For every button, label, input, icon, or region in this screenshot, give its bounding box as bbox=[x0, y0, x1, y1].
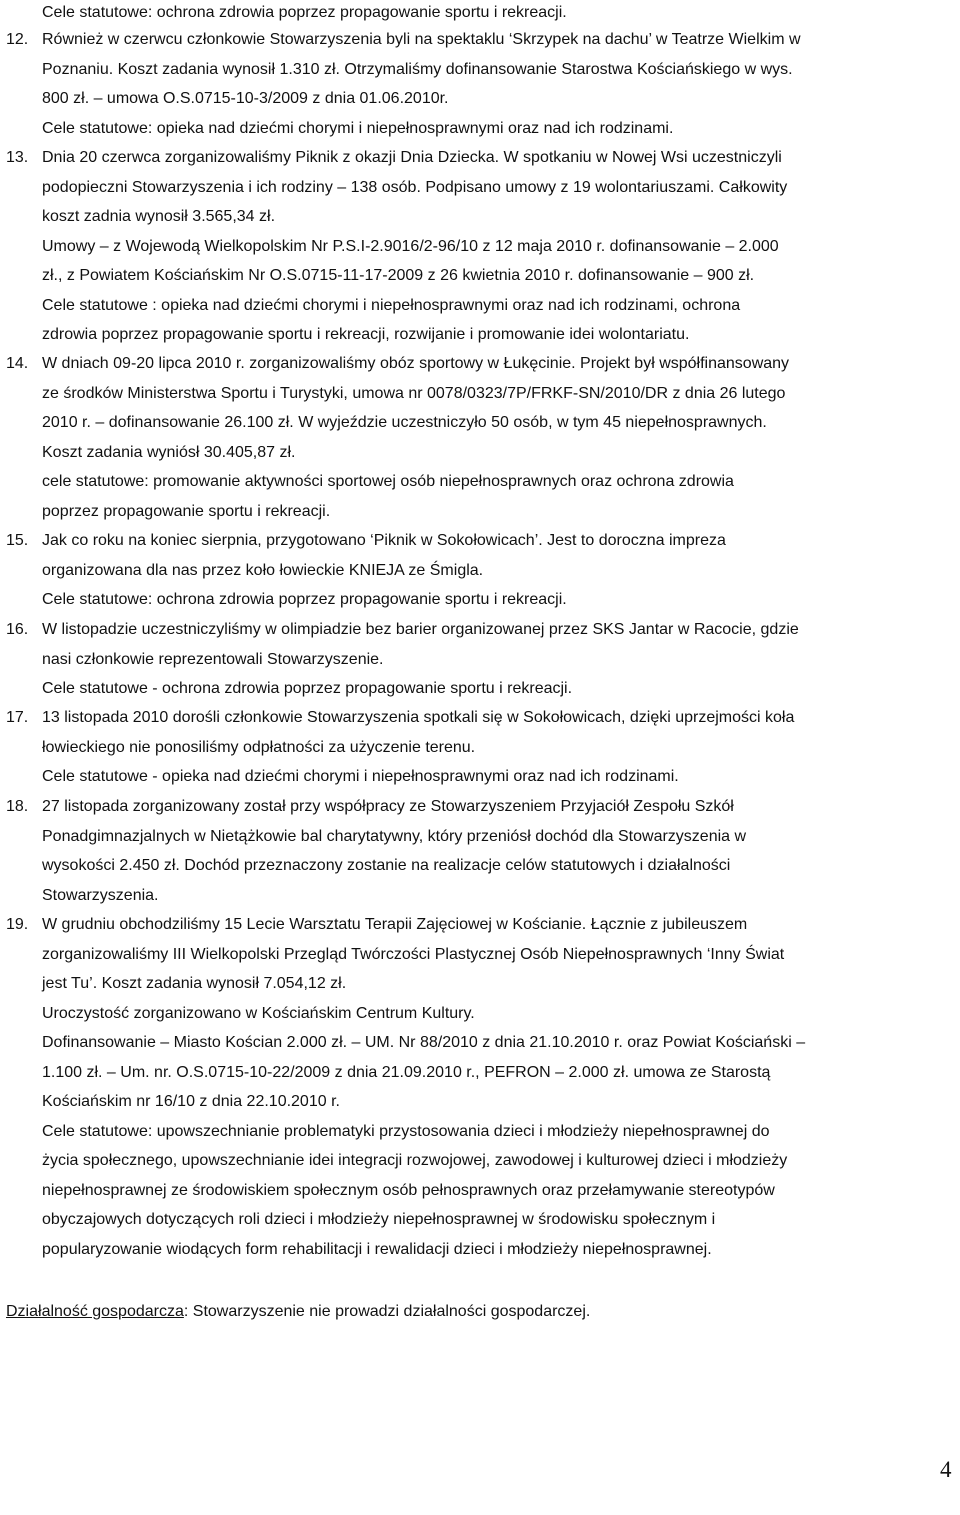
text-line: Ponadgimnazjalnych w Nietążkowie bal charytatywny, który przeniósł dochód dla Stowarzyszenia w bbox=[42, 827, 747, 845]
list-item-text bbox=[42, 25, 954, 143]
list-item bbox=[0, 143, 960, 350]
list-item-text bbox=[42, 143, 954, 350]
text-line: 800 zł. – umowa O.S.0715-10-3/2009 z dnia 01.06.2010r. bbox=[42, 90, 449, 107]
list-item-number: 19. bbox=[6, 916, 29, 933]
text-line: podopieczni Stowarzyszenia i ich rodziny – 138 osób. Podpisano umowy z 19 wolontariuszami. Całkowity bbox=[42, 178, 788, 196]
page-number: 4 bbox=[940, 1457, 952, 1482]
text-line: zł., z Powiatem Kościańskim Nr O.S.0715-11-17-2009 z 26 kwietnia 2010 r. dofinansowanie – 900 zł. bbox=[42, 267, 755, 284]
text-line: zdrowia poprzez propagowanie sportu i rekreacji, rozwijanie i promowanie idei wolontariatu. bbox=[42, 326, 690, 343]
text-line: Umowy – z Wojewodą Wielkopolskim Nr P.S.I-2.9016/2-96/10 z 12 maja 2010 r. dofinansowanie – 2.000 bbox=[42, 237, 779, 255]
list-item-text bbox=[42, 910, 954, 1264]
list-item-text bbox=[42, 526, 954, 615]
text-line: Koszt zadania wyniósł 30.405,87 zł. bbox=[42, 443, 296, 461]
text-line: Poznaniu. Koszt zadania wynosił 1.310 zł. Otrzymaliśmy dofinansowanie Starostwa Kościańskiego w wys. bbox=[42, 60, 793, 78]
text-line: W dniach 09-20 lipca 2010 r. zorganizowaliśmy obóz sportowy w Łukęcinie. Projekt był współfinansowany bbox=[42, 355, 790, 372]
text-line: Dofinansowanie – Miasto Kościan 2.000 zł. – UM. Nr 88/2010 z dnia 21.10.2010 r. oraz Powiat Kościański – bbox=[42, 1034, 806, 1051]
text-line: W listopadzie uczestniczyliśmy w olimpiadzie bez barier organizowanej przez SKS Jantar w Racocie, gdzie bbox=[42, 621, 799, 638]
text-line: Stowarzyszenia. bbox=[42, 886, 159, 904]
text-line: Również w czerwcu członkowie Stowarzyszenia byli na spektaklu ‘Skrzypek na dachu’ w Teatrze Wielkim w bbox=[42, 31, 801, 48]
list-item-text bbox=[42, 349, 954, 526]
text-line: Dnia 20 czerwca zorganizowaliśmy Piknik z okazji Dnia Dziecka. W spotkaniu w Nowej Wsi uczestniczyli bbox=[42, 149, 782, 166]
business-activity-separator: : bbox=[183, 1303, 189, 1320]
list-item bbox=[0, 526, 960, 615]
text-line: Jak co roku na koniec sierpnia, przygotowano ‘Piknik w Sokołowicach’. Jest to doroczna impreza bbox=[42, 532, 726, 549]
text-line: Cele statutowe: ochrona zdrowia poprzez propagowanie sportu i rekreacji. bbox=[42, 4, 567, 21]
text-line: obyczajowych dotyczących roli dzieci i młodzieży niepełnosprawnej w środowisku społecznym i bbox=[42, 1211, 716, 1228]
text-line: 2010 r. – dofinansowanie 26.100 zł. W wyjeździe uczestniczyło 50 osób, w tym 45 niepełnosprawnych. bbox=[42, 414, 767, 431]
business-activity-label: Działalność gospodarcza bbox=[6, 1303, 184, 1320]
list-item-text bbox=[42, 792, 954, 910]
text-line: Cele statutowe : opieka nad dziećmi chorymi i niepełnosprawnymi oraz nad ich rodzinami, ochrona bbox=[42, 296, 741, 314]
list-item-text bbox=[42, 615, 954, 704]
text-line: Cele statutowe: ochrona zdrowia poprzez propagowanie sportu i rekreacji. bbox=[42, 591, 567, 608]
text-line: organizowana dla nas przez koło łowieckie KNIEJA ze Śmigla. bbox=[42, 561, 484, 579]
text-line: poprzez propagowanie sportu i rekreacji. bbox=[42, 502, 331, 520]
list-item-number: 18. bbox=[6, 798, 29, 815]
list-item bbox=[0, 349, 960, 526]
text-line: 13 listopada 2010 dorośli członkowie Stowarzyszenia spotkali się w Sokołowicach, dzięki uprzejmości koła bbox=[42, 709, 795, 726]
list-item bbox=[0, 25, 960, 143]
text-line: jest Tu’. Koszt zadania wynosił 7.054,12 zł. bbox=[42, 975, 347, 992]
text-line: wysokości 2.450 zł. Dochód przeznaczony zostanie na realizacje celów statutowych i działalności bbox=[42, 857, 731, 874]
list-item bbox=[0, 615, 960, 704]
business-activity-statement bbox=[6, 1297, 590, 1327]
list-item-number: 12. bbox=[6, 31, 29, 48]
list-item-text bbox=[42, 703, 954, 792]
text-line: Cele statutowe - ochrona zdrowia poprzez propagowanie sportu i rekreacji. bbox=[42, 680, 573, 697]
text-line: 1.100 zł. – Um. nr. O.S.0715-10-22/2009 z dnia 21.09.2010 r., PEFRON – 2.000 zł. umowa ze Starostą bbox=[42, 1063, 771, 1081]
text-line: W grudniu obchodziliśmy 15 Lecie Warsztatu Terapii Zajęciowej w Kościanie. Łącznie z jubileuszem bbox=[42, 916, 748, 933]
list-item-number: 16. bbox=[6, 621, 29, 638]
list-item bbox=[0, 703, 960, 792]
text-line: Uroczystość zorganizowano w Kościańskim Centrum Kultury. bbox=[42, 1004, 475, 1022]
text-line: łowieckiego nie ponosiliśmy odpłatności za użyczenie terenu. bbox=[42, 738, 476, 756]
text-line: Cele statutowe - opieka nad dziećmi chorymi i niepełnosprawnymi oraz nad ich rodzinami. bbox=[42, 768, 679, 785]
business-activity-text: Stowarzyszenie nie prowadzi działalności gospodarczej. bbox=[188, 1303, 591, 1320]
list-item bbox=[0, 792, 960, 910]
list-item bbox=[0, 910, 960, 1264]
list-item-number: 15. bbox=[6, 532, 29, 549]
text-line: 27 listopada zorganizowany został przy współpracy ze Stowarzyszeniem Przyjaciół Zespołu Szkół bbox=[42, 798, 734, 815]
text-line: nasi członkowie reprezentowali Stowarzyszenie. bbox=[42, 650, 384, 668]
text-line: Cele statutowe: opieka nad dziećmi chorymi i niepełnosprawnymi oraz nad ich rodzinami. bbox=[42, 119, 674, 137]
intro-statutory-goal bbox=[0, 0, 960, 28]
text-line: cele statutowe: promowanie aktywności sportowej osób niepełnosprawnych oraz ochrona zdrowia bbox=[42, 473, 734, 490]
text-line: popularyzowanie wiodących form rehabilitacji i rewalidacji dzieci i młodzieży niepełnosprawnej. bbox=[42, 1240, 712, 1258]
text-line: Kościańskim nr 16/10 z dnia 22.10.2010 r. bbox=[42, 1093, 340, 1110]
text-line: koszt zadnia wynosił 3.565,34 zł. bbox=[42, 208, 276, 225]
list-item-number: 14. bbox=[6, 355, 29, 372]
text-line: ze środków Ministerstwa Sportu i Turystyki, umowa nr 0078/0323/7P/FRKF-SN/2010/DR z dnia 26 lutego bbox=[42, 384, 786, 402]
text-line: życia społecznego, upowszechnianie idei integracji rozwojowej, zawodowej i kulturowej dzieci i młodzieży bbox=[42, 1152, 788, 1169]
list-item-number: 17. bbox=[6, 709, 29, 726]
text-line: niepełnosprawnej ze środowiskiem społecznym osób pełnosprawnych oraz przełamywanie stereotypów bbox=[42, 1181, 775, 1199]
text-line: Cele statutowe: upowszechnianie problematyki przystosowania dzieci i młodzieży niepełnosprawnej do bbox=[42, 1122, 770, 1140]
text-line: zorganizowaliśmy III Wielkopolski Przegląd Twórczości Plastycznej Osób Niepełnosprawnych ‘Inny Świat bbox=[42, 945, 785, 963]
list-item-number: 13. bbox=[6, 149, 29, 166]
